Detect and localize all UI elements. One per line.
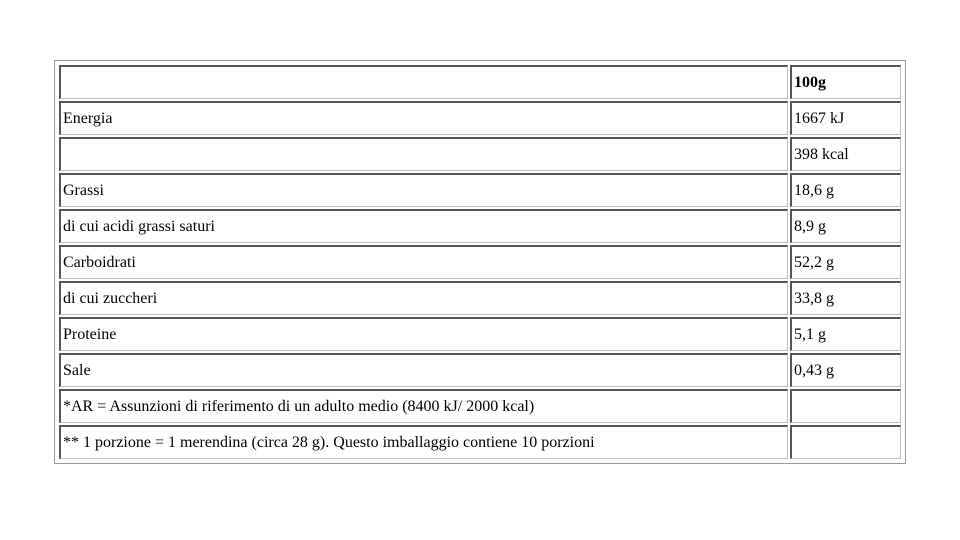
row-label-cell — [59, 137, 788, 171]
table-row — [59, 389, 901, 423]
header-value-cell: 100g — [790, 65, 901, 99]
table-header-row — [59, 65, 901, 99]
row-label-cell: di cui zuccheri — [59, 281, 788, 315]
table-row — [59, 101, 901, 135]
row-value-cell — [790, 389, 901, 423]
row-value-cell: 18,6 g — [790, 173, 901, 207]
row-value-cell: 0,43 g — [790, 353, 901, 387]
table-row — [59, 281, 901, 315]
header-label-cell — [59, 65, 788, 99]
row-label-cell: Sale — [59, 353, 788, 387]
row-label-cell: Carboidrati — [59, 245, 788, 279]
nutrition-table — [57, 63, 903, 461]
footnote-ar-cell: *AR = Assunzioni di riferimento di un adulto medio (8400 kJ/ 2000 kcal) — [59, 389, 788, 423]
row-value-cell: 5,1 g — [790, 317, 901, 351]
row-value-cell: 33,8 g — [790, 281, 901, 315]
row-label-cell: Energia — [59, 101, 788, 135]
row-label-cell: di cui acidi grassi saturi — [59, 209, 788, 243]
table-row — [59, 425, 901, 459]
row-value-cell — [790, 425, 901, 459]
table-row — [59, 137, 901, 171]
table-row — [59, 353, 901, 387]
table-row — [59, 245, 901, 279]
row-value-cell: 52,2 g — [790, 245, 901, 279]
table-row — [59, 317, 901, 351]
table-row — [59, 209, 901, 243]
row-value-cell: 398 kcal — [790, 137, 901, 171]
row-label-cell: Proteine — [59, 317, 788, 351]
row-value-cell: 8,9 g — [790, 209, 901, 243]
row-label-cell: Grassi — [59, 173, 788, 207]
footnote-portion-cell: ** 1 porzione = 1 merendina (circa 28 g). Questo imballaggio contiene 10 porzioni — [59, 425, 788, 459]
table-row — [59, 173, 901, 207]
row-value-cell: 1667 kJ — [790, 101, 901, 135]
nutrition-table-frame — [54, 60, 906, 464]
